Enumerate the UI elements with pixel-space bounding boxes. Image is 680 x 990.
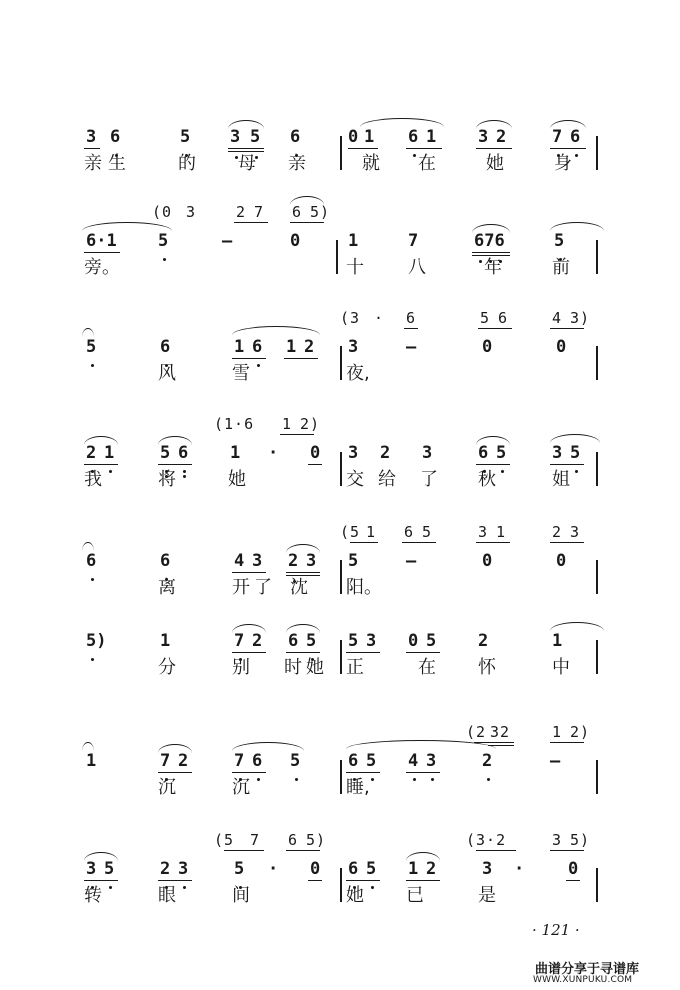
underline [346, 772, 380, 773]
lyric: 前 [552, 257, 570, 278]
underline [348, 148, 378, 149]
note: 6 [178, 443, 189, 463]
interlude-note: (5 [340, 523, 361, 541]
interlude-note: 2) [570, 723, 591, 741]
interlude-note: 5) [310, 203, 331, 221]
notation-line [78, 523, 598, 576]
lyric: 离 [158, 577, 176, 598]
interlude-note: 3 [186, 203, 197, 221]
underline [346, 880, 380, 881]
underline [308, 880, 322, 881]
note: 6 [288, 631, 299, 651]
note: 676 [474, 231, 505, 251]
note: 5 [306, 631, 317, 651]
slur [84, 852, 118, 861]
note: 4 [408, 751, 419, 771]
note: 0 [482, 551, 493, 571]
note: 1 [364, 127, 375, 147]
underline [308, 464, 322, 465]
lyric: 姐 [552, 469, 570, 490]
lyrics-line [78, 362, 598, 388]
notation-line [78, 203, 598, 256]
note: 5 [366, 751, 377, 771]
slur [476, 436, 510, 445]
note: 0 [310, 859, 321, 879]
note: 7 [234, 751, 245, 771]
note: 4 [234, 551, 245, 571]
note: 2 [496, 127, 507, 147]
lyric: 别 [232, 657, 250, 678]
note: 0 [556, 551, 567, 571]
note: 5 [348, 551, 359, 571]
note: 3 [482, 859, 493, 879]
note: — [550, 751, 561, 771]
note: 5 [234, 859, 245, 879]
note: 5 [86, 337, 97, 357]
slur [84, 436, 118, 445]
underline [550, 742, 584, 743]
underline [550, 850, 584, 851]
underline [346, 652, 380, 653]
note: 5 [366, 859, 377, 879]
lyric: 秋 [478, 469, 496, 490]
interlude-note: 5 [480, 309, 491, 327]
note: · [268, 859, 279, 879]
lyric: 是 [478, 885, 496, 906]
underline [232, 358, 266, 359]
note: 2 [304, 337, 315, 357]
lyric: 睡, [346, 777, 370, 798]
lyric: 夜, [346, 363, 370, 384]
slur [550, 622, 604, 631]
note: 5 [496, 443, 507, 463]
note: — [406, 551, 417, 571]
slur [158, 436, 192, 445]
interlude-note: 32 [490, 723, 511, 741]
lyric: 我 [84, 469, 102, 490]
lyric: 开 [232, 577, 250, 598]
lyric: 身 [554, 153, 572, 174]
note: 3 [422, 443, 433, 463]
lyric: 年 [484, 257, 502, 278]
interlude-note: 6 [498, 309, 509, 327]
underline [290, 222, 324, 223]
lyric: 的 [178, 153, 196, 174]
slur [360, 118, 444, 127]
interlude-note: 4 [552, 309, 563, 327]
note: 5 [180, 127, 191, 147]
score-row-4 [0, 415, 680, 518]
underline [286, 652, 320, 653]
note: 3 [252, 551, 263, 571]
note: 5 [348, 631, 359, 651]
note: 2 [478, 631, 489, 651]
note: 1 [552, 631, 563, 651]
note: 3 [348, 337, 359, 357]
score-row-7 [0, 723, 680, 826]
lyric: 怀 [478, 657, 496, 678]
interlude-note: 3 [570, 523, 581, 541]
interlude-note: 5) [306, 831, 327, 849]
lyric: 中 [552, 657, 570, 678]
interlude-note: 6 [292, 203, 303, 221]
interlude-note: 1 [496, 523, 507, 541]
note: 6 [160, 337, 171, 357]
underline [476, 464, 510, 465]
note: 3 [552, 443, 563, 463]
interlude-note: 3 [478, 523, 489, 541]
interlude [78, 414, 598, 436]
underline [280, 434, 314, 435]
note: — [406, 337, 417, 357]
underline [550, 328, 584, 329]
interlude [78, 308, 598, 330]
underline [404, 328, 418, 329]
lyric: 生 [108, 153, 126, 174]
underline [566, 880, 580, 881]
note: 6 [478, 443, 489, 463]
notation-line [78, 630, 598, 656]
note: 0 [290, 231, 301, 251]
note: 1 [104, 443, 115, 463]
lyric: 她 [486, 153, 504, 174]
underline [350, 542, 378, 543]
slur [550, 120, 586, 129]
lyric: 她 [228, 469, 246, 490]
underline [476, 850, 516, 851]
score-row-2 [0, 203, 680, 306]
lyric: 沉 [158, 777, 176, 798]
lyric: 将 [158, 469, 176, 490]
underline [224, 850, 264, 851]
interlude [78, 202, 598, 224]
lyric: 时 [284, 657, 302, 678]
lyric: 正 [346, 657, 364, 678]
note: 3 [366, 631, 377, 651]
underline [228, 148, 264, 149]
note: 0 [568, 859, 579, 879]
note: 6 [252, 751, 263, 771]
notation-line [78, 723, 598, 776]
interlude-note: 2 [236, 203, 247, 221]
notation-line [78, 126, 598, 152]
lyric: 沉 [232, 777, 250, 798]
note: 5 [426, 631, 437, 651]
page-number: · 121 · [532, 921, 580, 939]
slur [232, 624, 266, 633]
underline [402, 542, 436, 543]
score-row-1 [0, 112, 680, 202]
note: 2 [160, 859, 171, 879]
notation-line [78, 415, 598, 468]
lyrics-line [78, 576, 598, 602]
underline [472, 252, 510, 253]
note: 2 [86, 443, 97, 463]
interlude-note: 6 [404, 523, 415, 541]
lyric: 了 [254, 577, 272, 598]
interlude-note: 3) [570, 309, 591, 327]
score-row-5 [0, 523, 680, 626]
lyrics-line [78, 468, 598, 494]
interlude [78, 830, 598, 852]
note: 1 [408, 859, 419, 879]
lyric: 了 [420, 469, 438, 490]
note: 2 [426, 859, 437, 879]
score-row-6 [0, 616, 680, 706]
note: 6 [348, 859, 359, 879]
underline [550, 148, 586, 149]
note: 3 [86, 127, 97, 147]
underline [286, 850, 320, 851]
note: 0 [408, 631, 419, 651]
note: 3 [178, 859, 189, 879]
interlude-note: 7 [254, 203, 265, 221]
note: 7 [234, 631, 245, 651]
slur [158, 744, 192, 753]
note: 1 [86, 751, 97, 771]
note: 6 [348, 751, 359, 771]
interlude-note: 2 [552, 523, 563, 541]
note: 5) [86, 631, 107, 651]
underline [158, 772, 192, 773]
lyric: 间 [232, 885, 250, 906]
lyric: 沈 [290, 577, 308, 598]
note: 5 [570, 443, 581, 463]
interlude-note: 1 [366, 523, 377, 541]
lyric: 她 [306, 657, 324, 678]
lyric: 就 [362, 153, 380, 174]
note: 2 [178, 751, 189, 771]
lyric: 分 [158, 657, 176, 678]
lyric: 母 [238, 153, 256, 174]
underline [406, 880, 440, 881]
note: 3 [348, 443, 359, 463]
underline [476, 148, 512, 149]
note: 6 [408, 127, 419, 147]
notation-line [78, 831, 598, 884]
note: 1 [230, 443, 241, 463]
lyric: 风 [158, 363, 176, 384]
note: 0 [556, 337, 567, 357]
interlude-note: 5 [422, 523, 433, 541]
interlude-note: 2) [300, 415, 321, 433]
interlude-note: (3·2 [466, 831, 507, 849]
lyric: 雪 [232, 363, 250, 384]
underline [232, 652, 266, 653]
underline [406, 652, 440, 653]
lyrics-line [78, 152, 598, 178]
interlude-note: 1 [282, 415, 293, 433]
note: 3 [230, 127, 241, 147]
note: 6 [110, 127, 121, 147]
note: · [514, 859, 525, 879]
watermark-url: WWW.XUNPUKU.COM [533, 975, 633, 985]
lyric: 她 [346, 885, 364, 906]
lyric: 给 [378, 469, 396, 490]
lyric: 亲 [84, 153, 102, 174]
watermark-text: 曲谱分享于寻谱库 [535, 962, 640, 977]
underline [284, 358, 318, 359]
note: 6 [252, 337, 263, 357]
score-row-3 [0, 309, 680, 412]
interlude-note: (5 [214, 831, 235, 849]
lyric: 已 [406, 885, 424, 906]
note: · [268, 443, 279, 463]
slur [406, 852, 440, 861]
notation-line [78, 309, 598, 362]
underline [84, 880, 118, 881]
lyrics-line [78, 776, 598, 802]
note: 6 [160, 551, 171, 571]
underline [550, 542, 584, 543]
note: 5 [160, 443, 171, 463]
lyric: 八 [408, 257, 426, 278]
slur [476, 120, 512, 129]
underline [84, 148, 100, 149]
note: 6 [570, 127, 581, 147]
interlude-note: · [374, 309, 385, 327]
note: 3 [478, 127, 489, 147]
underline [476, 542, 510, 543]
lyric: 转 [84, 885, 102, 906]
interlude-note: 6 [406, 309, 417, 327]
lyric: 阳。 [346, 577, 382, 598]
note: 7 [408, 231, 419, 251]
interlude [78, 522, 598, 544]
lyric: 在 [418, 153, 436, 174]
underline [406, 148, 442, 149]
lyrics-line [78, 256, 598, 282]
underline [232, 572, 266, 573]
note: 1 [286, 337, 297, 357]
note: 5 [158, 231, 169, 251]
note: 5 [104, 859, 115, 879]
underline [550, 464, 584, 465]
note: 5 [250, 127, 261, 147]
note: 6 [86, 551, 97, 571]
note: 6·1 [86, 231, 117, 251]
lyric: 旁。 [84, 257, 120, 278]
lyric: 在 [418, 657, 436, 678]
lyric: 交 [346, 469, 364, 490]
interlude-note: 5) [570, 831, 591, 849]
note: 6 [290, 127, 301, 147]
slur [472, 224, 510, 233]
interlude-note: (0 [152, 203, 173, 221]
note: 1 [160, 631, 171, 651]
note: 1 [348, 231, 359, 251]
note: 2 [380, 443, 391, 463]
lyric: 十 [346, 257, 364, 278]
note: 0 [348, 127, 359, 147]
note: 2 [252, 631, 263, 651]
note: 2 [482, 751, 493, 771]
slur [228, 120, 264, 129]
interlude-note: (2 [466, 723, 487, 741]
note: 5 [290, 751, 301, 771]
underline [158, 880, 192, 881]
interlude-note: (1·6 [214, 415, 255, 433]
lyric: 亲 [288, 153, 306, 174]
note: 1 [426, 127, 437, 147]
underline [286, 572, 320, 573]
underline [232, 772, 266, 773]
slur [286, 544, 320, 553]
lyrics-line [78, 884, 598, 910]
note: 7 [552, 127, 563, 147]
underline [234, 222, 268, 223]
underline [84, 252, 120, 253]
underline [158, 464, 192, 465]
note: — [222, 231, 233, 251]
note: 0 [310, 443, 321, 463]
note: 3 [86, 859, 97, 879]
interlude-note: 1 [552, 723, 563, 741]
note: 7 [160, 751, 171, 771]
note: 3 [306, 551, 317, 571]
interlude-note: 7 [250, 831, 261, 849]
interlude-note: (3 [340, 309, 361, 327]
underline [478, 328, 512, 329]
interlude-note: 3 [552, 831, 563, 849]
lyric: 眼 [158, 885, 176, 906]
note: 5 [554, 231, 565, 251]
interlude-note: 6 [288, 831, 299, 849]
note: 0 [482, 337, 493, 357]
slur [286, 624, 320, 633]
note: 2 [288, 551, 299, 571]
underline [84, 464, 118, 465]
interlude [78, 722, 598, 744]
note: 3 [426, 751, 437, 771]
lyrics-line [78, 656, 598, 682]
underline [406, 772, 440, 773]
note: 1 [234, 337, 245, 357]
